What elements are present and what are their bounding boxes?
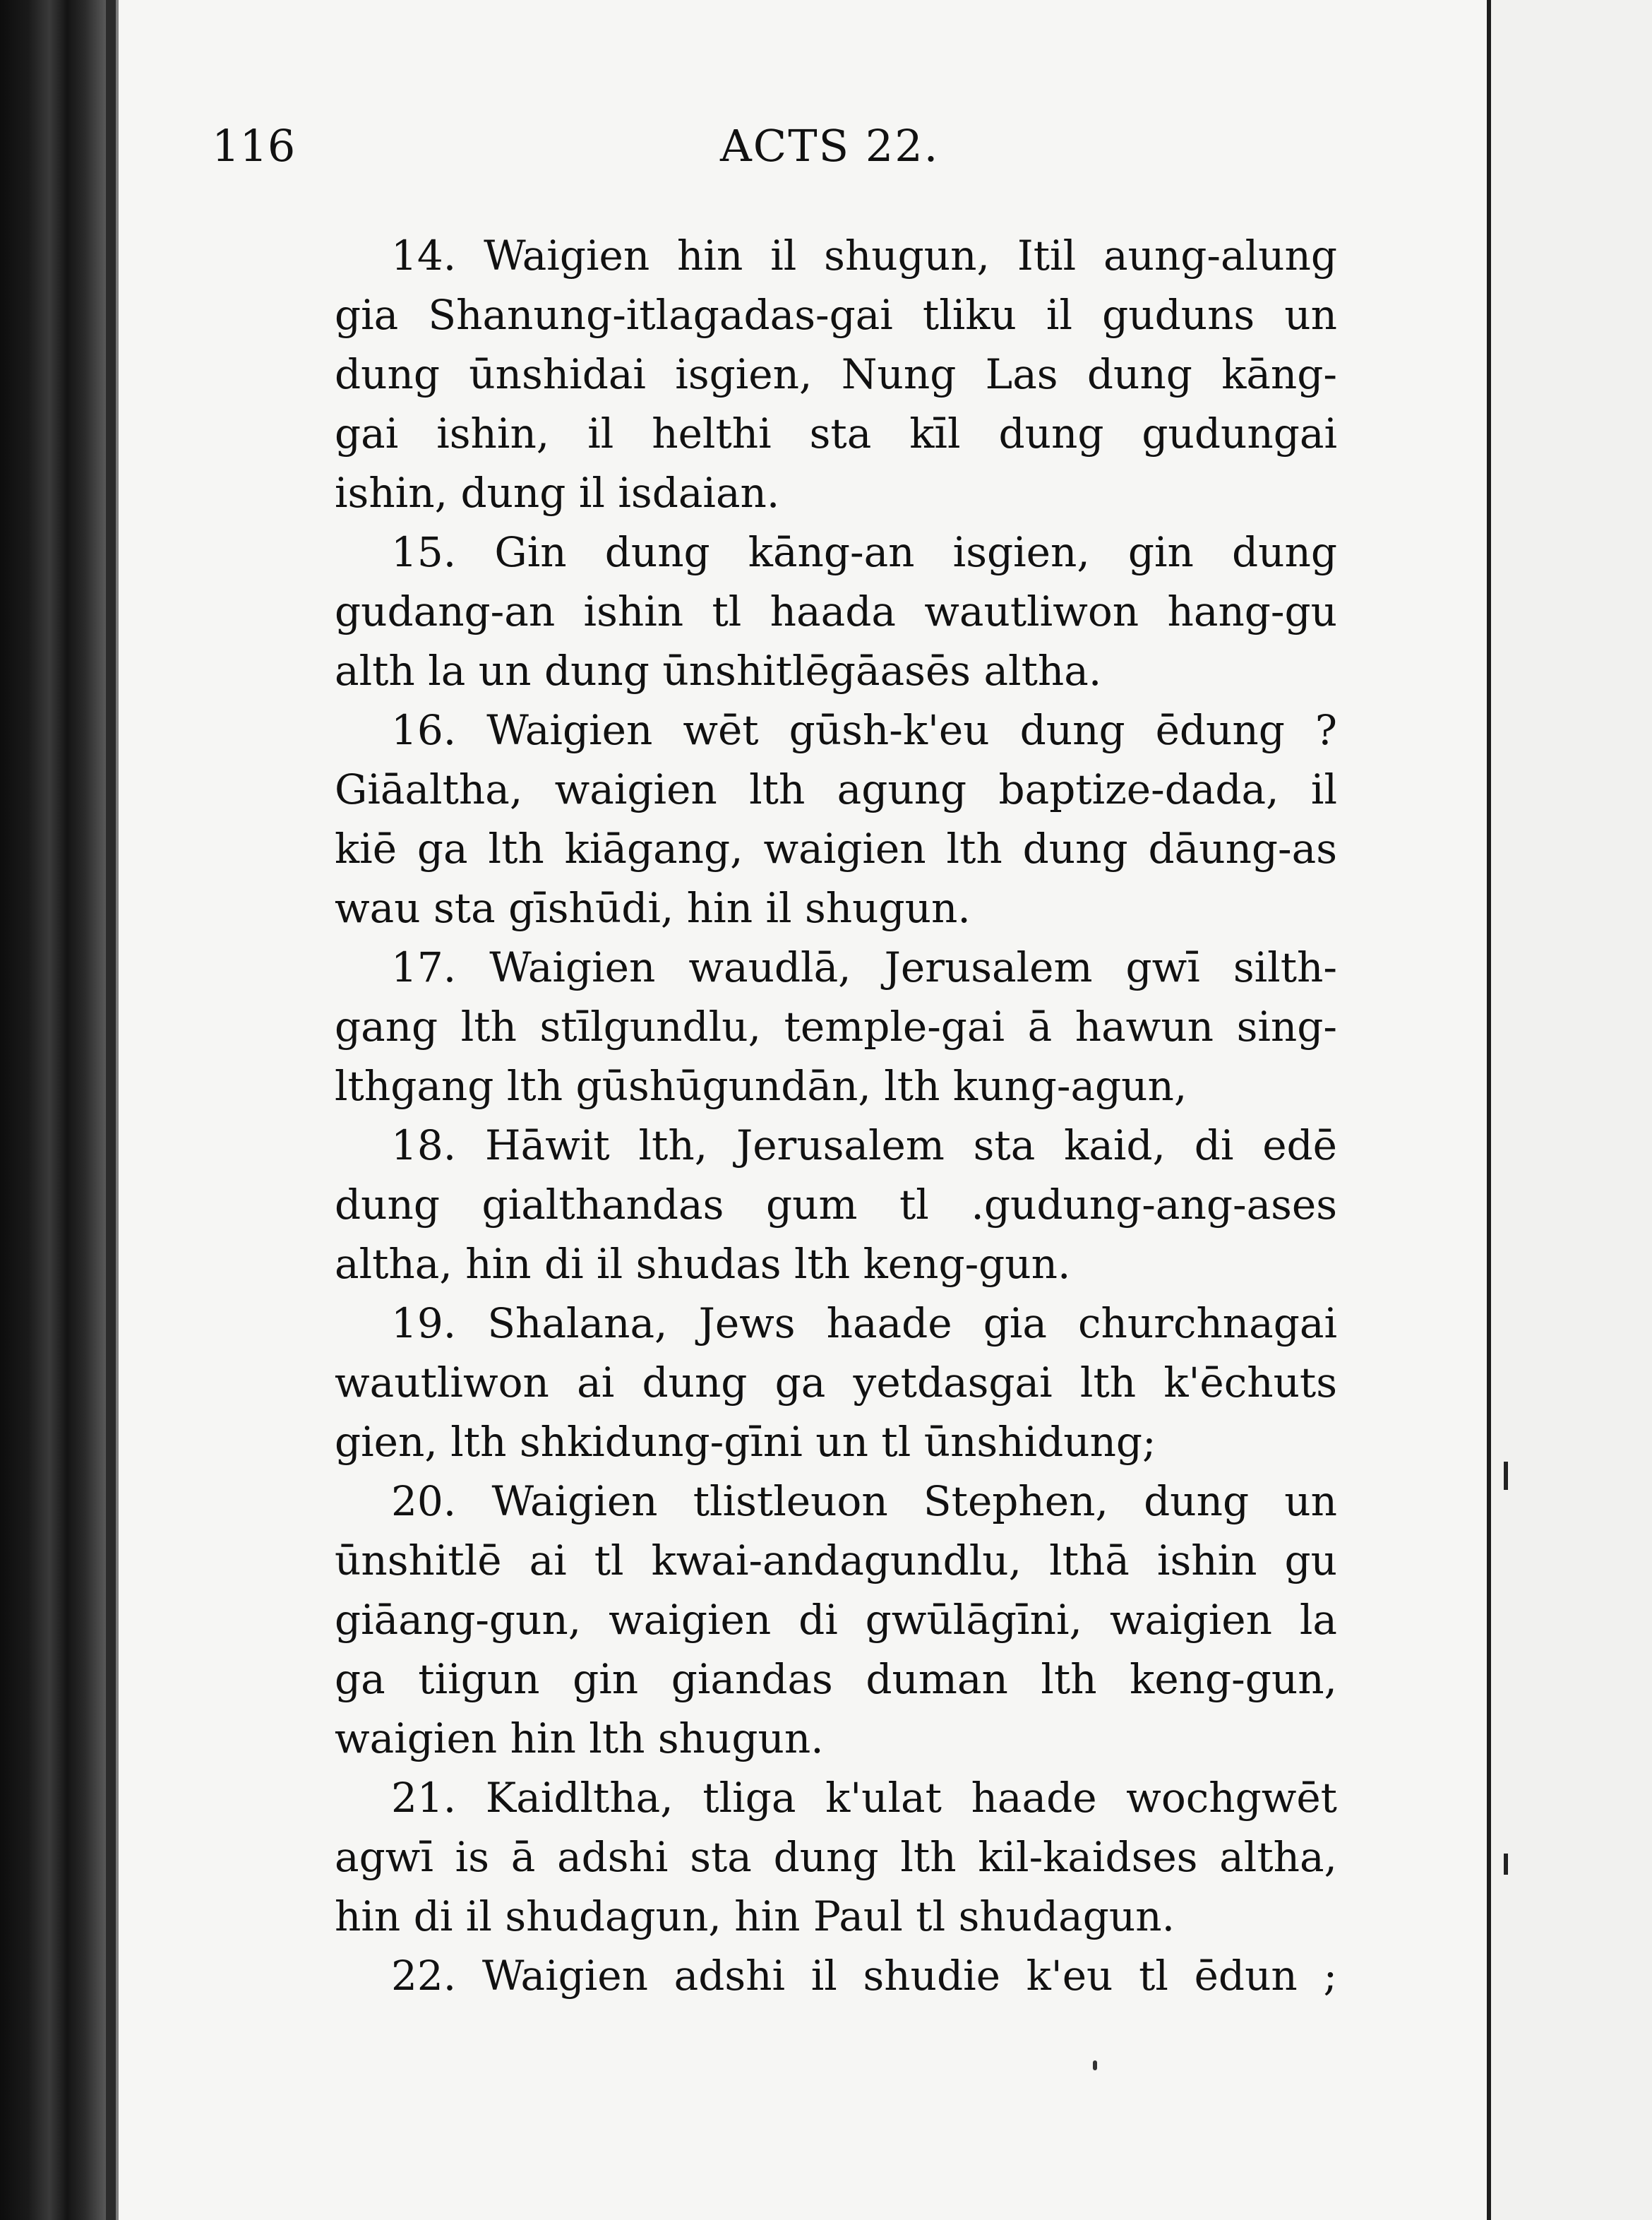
text-line: ishin, dung il isdaian. (335, 469, 780, 517)
text-line: ga tiigun gin giandas duman lth keng-gun, (335, 1655, 1337, 1703)
text-line: wautliwon ai dung ga yetdasgai lth k'ēchuts (335, 1359, 1337, 1407)
text-line: kiē ga lth kiāgang, waigien lth dung dāung-as (335, 825, 1337, 873)
page-number: 116 (212, 120, 296, 172)
page-crease-mark (1504, 1854, 1508, 1875)
text-line: 18. Hāwit lth, Jerusalem sta kaid, di edē (391, 1121, 1337, 1169)
text-line: waigien hin lth shugun. (335, 1714, 824, 1762)
text-line: 16. Waigien wēt gūsh-k'eu dung ēdung ? (391, 706, 1337, 754)
text-line: alth la un dung ūnshitlēgāasēs altha. (335, 647, 1102, 695)
text-line: dung gialthandas gum tl .gudung-ang-ases (335, 1181, 1337, 1229)
text-line: gudang-an ishin tl haada wautliwon hang-gu (335, 587, 1337, 635)
page-body-text (335, 226, 1337, 2005)
text-line: gia Shanung-itlagadas-gai tliku il guduns un (335, 291, 1337, 339)
text-line: ūnshitlē ai tl kwai-andagundlu, lthā ishin gu (335, 1536, 1337, 1585)
text-line: 15. Gin dung kāng-an isgien, gin dung (391, 528, 1337, 576)
text-line: dung ūnshidai isgien, Nung Las dung kāng- (335, 350, 1337, 398)
text-line: 17. Waigien waudlā, Jerusalem gwī silth- (391, 943, 1337, 991)
text-line: Giāaltha, waigien lth agung baptize-dada, il (335, 765, 1337, 813)
page-crease-mark (1504, 1462, 1508, 1490)
next-page-edge (1491, 0, 1652, 2220)
book-binding (0, 0, 120, 2220)
text-line: altha, hin di il shudas lth keng-gun. (335, 1240, 1071, 1288)
text-line: gai ishin, il helthi sta kīl dung gudungai (335, 410, 1337, 458)
page-header (212, 120, 946, 184)
text-line: gien, lth shkidung-gīni un tl ūnshidung; (335, 1418, 1156, 1466)
text-line: wau sta gīshūdi, hin il shugun. (335, 884, 971, 932)
text-line: 19. Shalana, Jews haade gia churchnagai (391, 1299, 1337, 1347)
text-line: 22. Waigien adshi il shudie k'eu tl ēdun ; (391, 1952, 1337, 2000)
text-line: gang lth stīlgundlu, temple-gai ā hawun sing- (335, 1003, 1337, 1051)
binding-edge (106, 0, 116, 2220)
text-line: 20. Waigien tlistleuon Stephen, dung un (391, 1477, 1337, 1525)
text-line: agwī is ā adshi sta dung lth kil-kaidses altha, (335, 1833, 1337, 1881)
text-line: 21. Kaidltha, tliga k'ulat haade wochgwēt (391, 1774, 1337, 1822)
running-head: ACTS 22. (720, 120, 940, 172)
text-line: lthgang lth gūshūgundān, lth kung-agun, (335, 1062, 1187, 1110)
text-line: hin di il shudagun, hin Paul tl shudagun. (335, 1892, 1175, 1940)
text-line: giāang-gun, waigien di gwūlāgīni, waigien la (335, 1596, 1337, 1644)
ink-speck (1093, 2060, 1097, 2070)
text-line: 14. Waigien hin il shugun, Itil aung-alung (391, 232, 1337, 280)
